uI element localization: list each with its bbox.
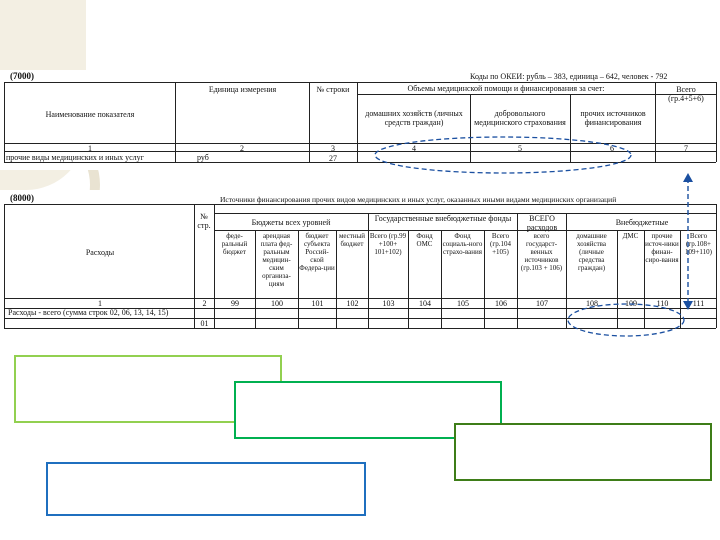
empty-box-dark-green: [454, 423, 712, 481]
col-num: 99: [231, 299, 239, 308]
col-num: 102: [346, 299, 359, 308]
col-line-header: № стр.: [197, 212, 211, 230]
col-num: 2: [240, 144, 244, 153]
col-num: 2: [202, 299, 207, 308]
empty-box-blue: [46, 462, 366, 516]
sub-social: Фонд социаль-ного страхо-вания: [442, 232, 483, 256]
col-num: 108: [586, 299, 598, 308]
sub-federal: феде-ральный бюджет: [221, 232, 248, 256]
grp-offbudget-header: Внебюджетные: [615, 218, 669, 227]
row-line-number: 01: [200, 319, 209, 328]
col-num: 7: [684, 144, 688, 153]
sub-dms-header: добровольного медицинского страхования: [474, 109, 566, 127]
col-num: 4: [412, 144, 416, 153]
col-name-header: Наименование показателя: [45, 110, 135, 119]
col-expenses-header: Расходы: [85, 248, 115, 257]
dashed-oval-form8000: [568, 304, 684, 336]
row-label: прочие виды медицинских и иных услуг: [6, 153, 144, 162]
col-num: 105: [457, 299, 469, 308]
sub-dms: ДМС: [622, 232, 639, 240]
arrow-up-icon: [683, 173, 693, 182]
sub-households-header: домашних хозяйств (личных средств граждан): [365, 109, 463, 127]
grp-funds-header: Государственные внебюджетные фонды: [374, 214, 512, 223]
col-total-header: Всего (гр.4+5+6): [668, 85, 704, 103]
col-num: 1: [88, 144, 92, 153]
col-num: 107: [536, 299, 548, 308]
sub-households: домашние хозяйства (личные средства граждан): [576, 232, 607, 272]
col-num: 111: [692, 299, 705, 308]
sub-total-budget: Всего (гр.99 +100+ 101+102): [369, 232, 407, 256]
form-code: (8000): [10, 193, 34, 203]
col-num: 6: [610, 144, 614, 153]
arrow-down-icon: [683, 301, 693, 310]
col-num: 1: [98, 299, 102, 308]
col-num: 109: [625, 299, 637, 308]
col-num: 106: [495, 299, 507, 308]
col-num: 3: [331, 144, 335, 153]
sub-state-total: всего государст-венных источников (гр.103 + 106): [520, 232, 563, 272]
sub-other-header: прочих источников финансирования: [580, 109, 646, 127]
col-num: 5: [518, 144, 522, 153]
sub-local: местный бюджет: [338, 232, 366, 248]
sub-total-funds: Всего (гр.104 +105): [490, 232, 511, 256]
col-num: 104: [419, 299, 431, 308]
grp-total-header: ВСЕГО расходов: [526, 214, 558, 232]
row-line-number: 27: [329, 154, 337, 163]
dashed-oval-form7000: [375, 137, 631, 173]
form-code: (7000): [10, 71, 34, 81]
sub-foms: Фонд ОМС: [416, 232, 433, 248]
sub-total: Всего (гр.108+ 109+110): [684, 232, 713, 256]
col-volumes-header: Объемы медицинской помощи и финансирования за счет:: [407, 84, 605, 93]
okei-codes: Коды по ОКЕИ: рубль – 383, единица – 642, человек - 792: [470, 72, 668, 81]
col-num: 110: [656, 299, 669, 308]
sub-other: прочие источ-ники финан-сиро-вания: [645, 232, 679, 264]
row-label: Расходы - всего (сумма строк 02, 06, 13, 14, 15): [8, 308, 169, 317]
col-num: 101: [311, 299, 324, 308]
row-unit: руб: [197, 153, 209, 162]
sub-region: бюджет субъекта Россий-ской Федера-ции: [299, 232, 335, 272]
col-sources-header: Источники финансирования прочих видов медицинских и иных услуг, оказанных иными видами медицинских организаций: [220, 195, 617, 204]
col-unit-header: Единица измерения: [208, 85, 277, 94]
col-num: 103: [382, 299, 395, 308]
sub-rent: арендная плата фед-ральным медицин-ским организа-циям: [260, 232, 293, 288]
col-line-header: № строки: [316, 85, 350, 94]
col-num: 100: [271, 299, 283, 308]
grp-budgets-header: Бюджеты всех уровней: [251, 218, 331, 227]
